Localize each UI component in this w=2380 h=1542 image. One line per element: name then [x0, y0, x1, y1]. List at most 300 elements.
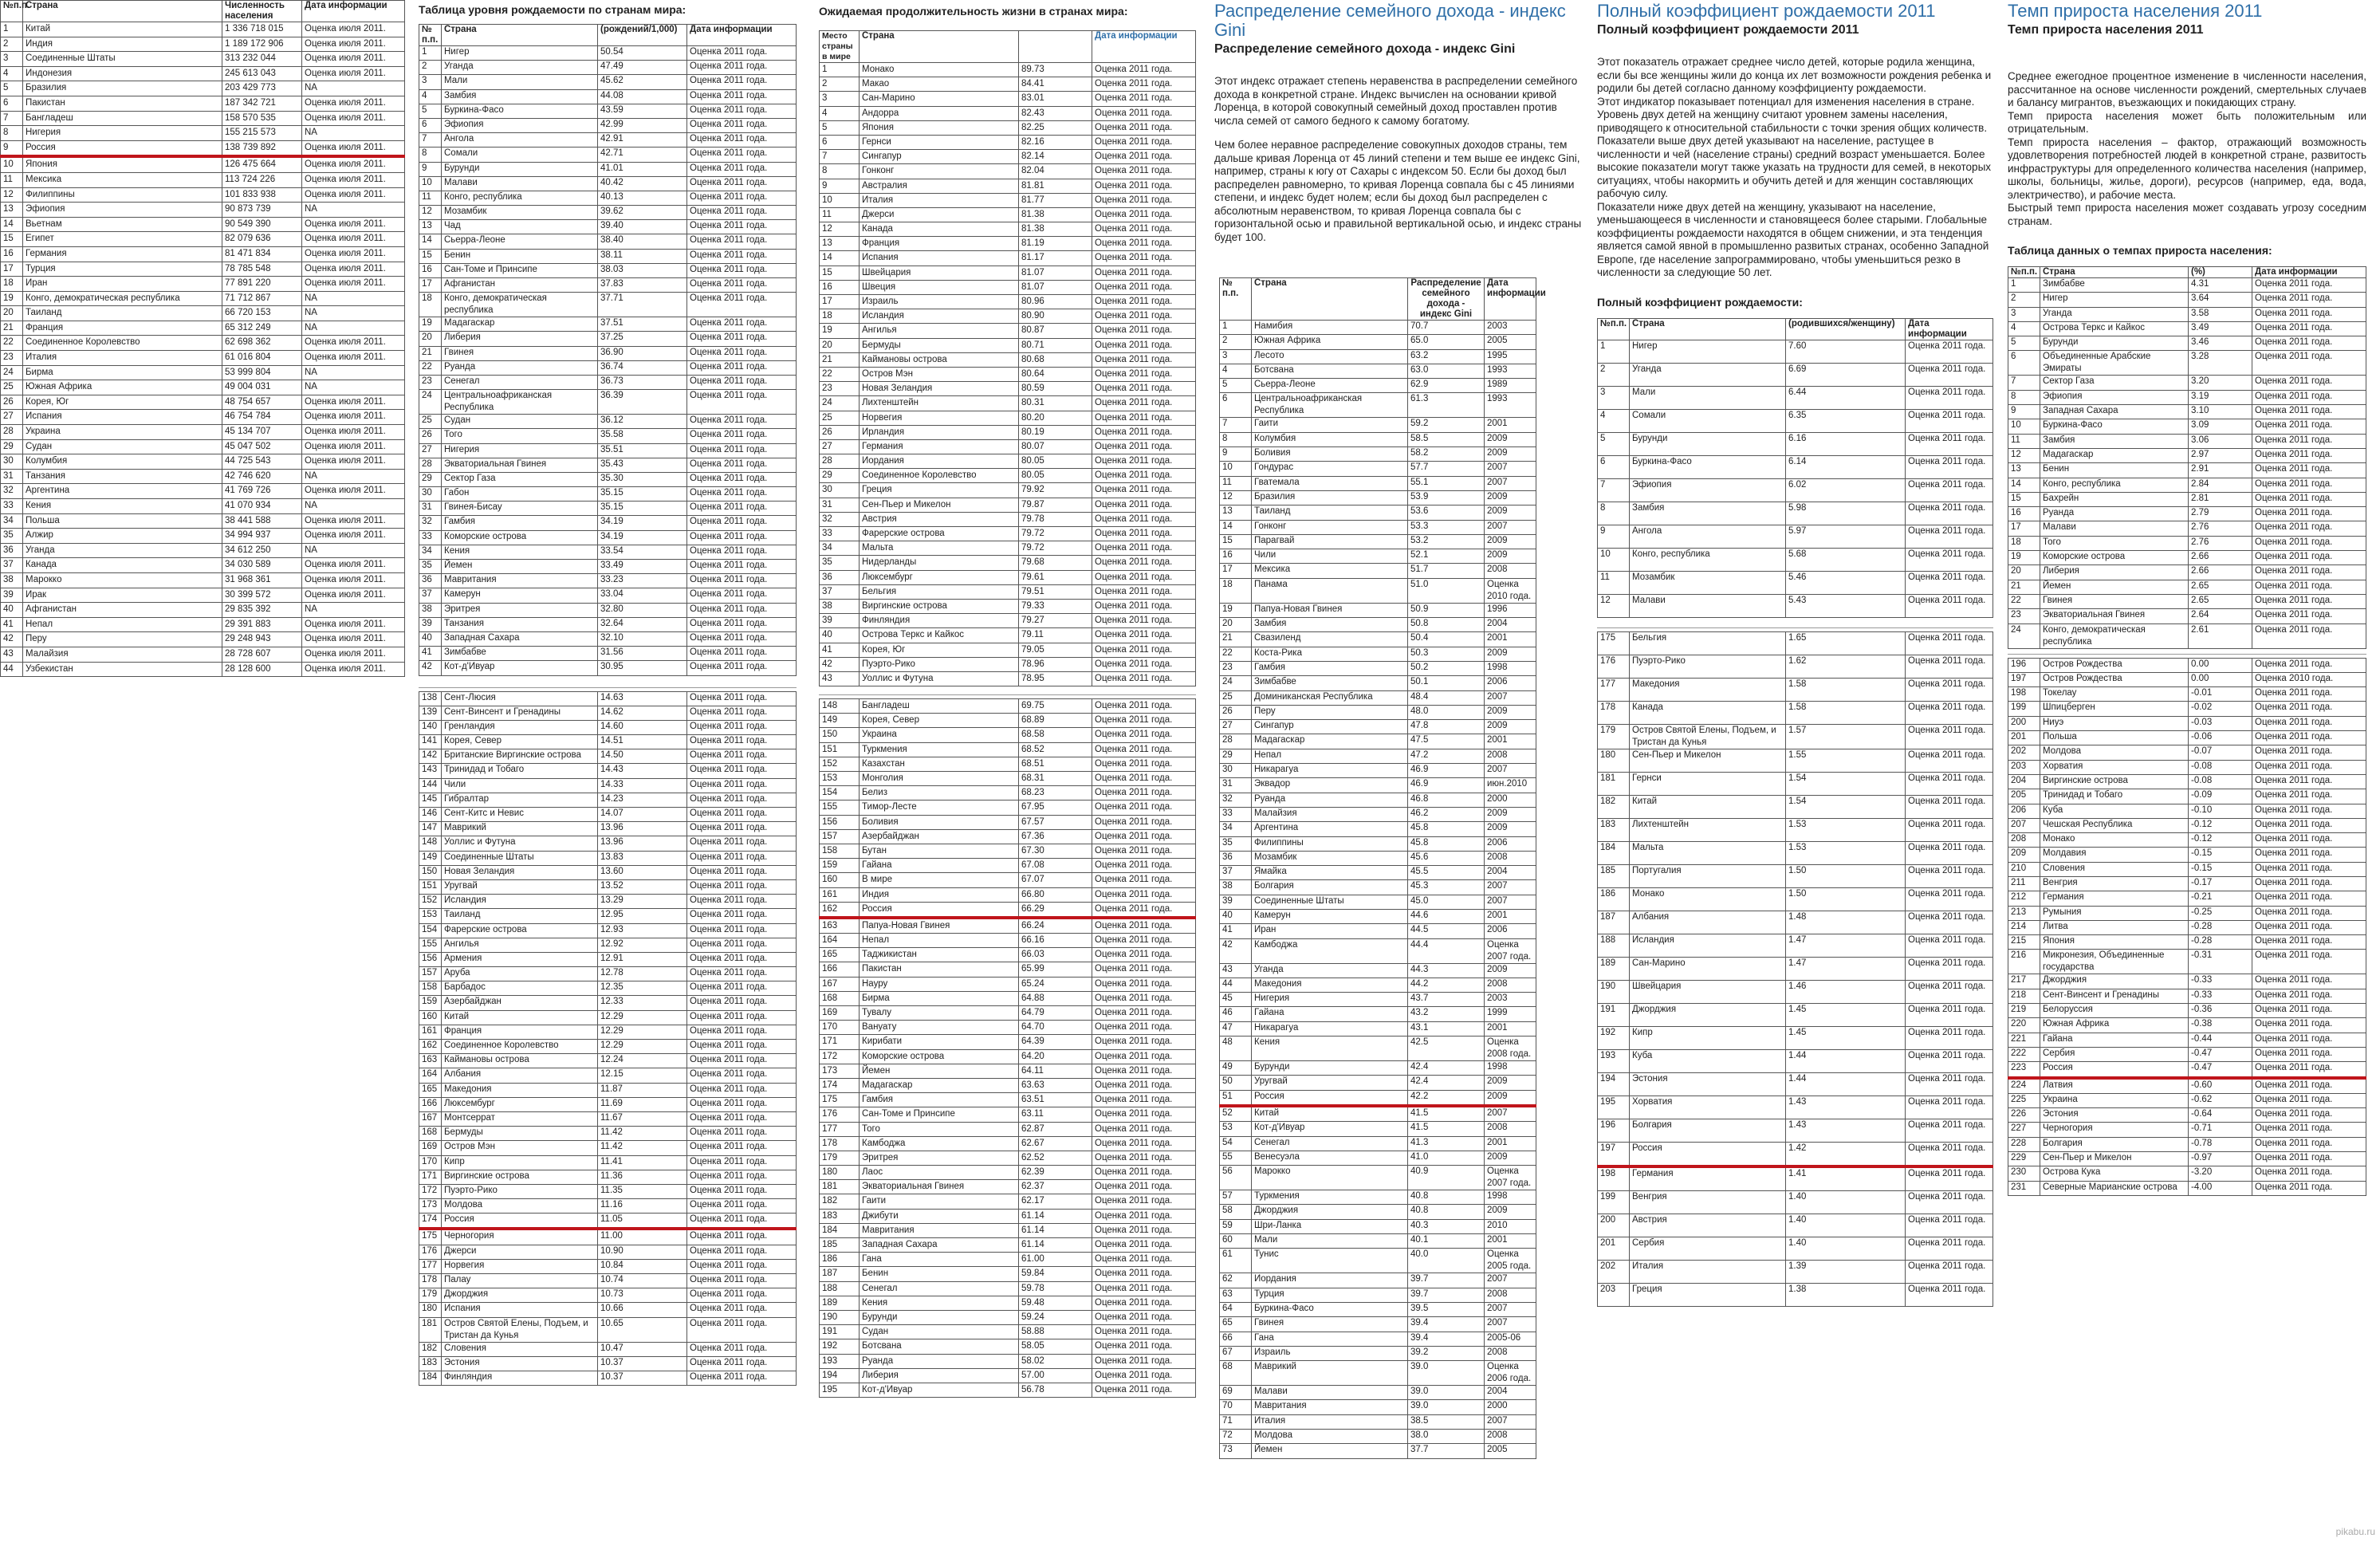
date-cell: 2008 [1485, 1430, 1536, 1444]
table-row [1220, 1122, 1536, 1136]
table-row [1220, 822, 1536, 836]
country-cell: Остров Рождества [2040, 658, 2189, 672]
date-cell: 2007 [1485, 1273, 1536, 1288]
rank-cell: 179 [820, 1151, 860, 1165]
country-cell: Сан-Томе и Принсипе [442, 263, 598, 277]
country-cell: Науру [860, 977, 1019, 991]
value-cell: 1.39 [1786, 1260, 1906, 1283]
value-cell: 77 891 220 [222, 277, 302, 292]
rank-cell: 6 [1598, 455, 1630, 478]
value-cell: -0.71 [2189, 1123, 2252, 1137]
rank-cell: 17 [820, 295, 860, 309]
rank-cell: 14 [1220, 520, 1252, 534]
value-cell: 43.2 [1408, 1007, 1485, 1021]
value-cell: 45.8 [1408, 822, 1485, 836]
rank-cell: 33 [1, 499, 23, 514]
value-cell: 1.38 [1786, 1283, 1906, 1306]
rank-cell: 157 [820, 829, 860, 844]
date-cell: Оценка 2011 года. [1092, 483, 1196, 498]
country-cell: Украина [860, 728, 1019, 742]
country-cell: Коморские острова [2040, 551, 2189, 565]
country-cell: Папуа-Новая Гвинея [1252, 603, 1408, 617]
date-cell: Оценка 2011 года. [1092, 222, 1196, 237]
date-cell: июн.2010 [1485, 778, 1536, 793]
date-cell: Оценка 2011 года. [1092, 786, 1196, 801]
table-row [820, 512, 1196, 526]
rank-cell: 31 [1, 469, 23, 484]
value-cell: 32.10 [598, 631, 687, 646]
date-cell: Оценка 2011 года. [1092, 266, 1196, 280]
rank-cell: 181 [1598, 772, 1630, 795]
rank-cell: 201 [2008, 731, 2040, 745]
value-cell: 62.9 [1408, 379, 1485, 393]
country-cell: Ботсвана [1252, 364, 1408, 378]
rank-cell: 32 [1, 484, 23, 499]
country-cell: Израиль [1252, 1346, 1408, 1360]
rank-cell: 30 [820, 483, 860, 498]
date-cell: Оценка 2011 года. [2252, 1181, 2366, 1195]
date-cell: 2007 [1485, 520, 1536, 534]
date-cell: Оценка 2011 года. [2252, 478, 2366, 492]
table-row [419, 176, 797, 191]
rank-cell: 198 [1598, 1166, 1630, 1191]
rank-cell: 18 [1220, 578, 1252, 603]
rank-cell: 219 [2008, 1004, 2040, 1018]
value-cell: 62.37 [1019, 1180, 1092, 1194]
rank-cell: 193 [1598, 1049, 1630, 1072]
date-cell: Оценка 2011 года. [687, 822, 797, 836]
rank-cell: 9 [2008, 405, 2040, 419]
table-row [2008, 1152, 2366, 1166]
rank-cell: 24 [1, 365, 23, 380]
value-cell: -0.47 [2189, 1047, 2252, 1061]
date-cell: Оценка 2011 года. [2252, 293, 2366, 307]
table-row [1598, 478, 1993, 502]
table-row [820, 1107, 1196, 1122]
value-cell: 80.20 [1019, 411, 1092, 425]
table-row [419, 1068, 797, 1083]
rank-cell: 191 [1598, 1003, 1630, 1026]
date-cell: Оценка 2011 года. [1906, 655, 1993, 678]
date-cell: Оценка 2011 года. [1092, 991, 1196, 1005]
table-row [820, 815, 1196, 829]
country-cell: Конго, республика [1630, 548, 1786, 571]
table-row [2008, 405, 2366, 419]
table-row [820, 483, 1196, 498]
date-cell: 2007 [1485, 1106, 1536, 1122]
rank-cell: 65 [1220, 1317, 1252, 1332]
table-row [1220, 1386, 1536, 1400]
country-cell: Южная Африка [1252, 335, 1408, 349]
date-cell: Оценка июля 2011. [302, 351, 405, 366]
value-cell: 66 720 153 [222, 306, 302, 321]
date-cell: Оценка 2011 года. [1092, 367, 1196, 381]
date-cell: Оценка июля 2011. [302, 410, 405, 425]
gini-column [1214, 0, 1587, 1542]
country-cell: Бахрейн [2040, 492, 2189, 506]
value-cell: 50.3 [1408, 647, 1485, 661]
date-cell: 2008 [1485, 1288, 1536, 1302]
date-cell: Оценка 2011 года. [2252, 833, 2366, 848]
country-cell: Гондурас [1252, 462, 1408, 476]
value-cell: 1.58 [1786, 701, 1906, 724]
table-row [1598, 1119, 1993, 1142]
rank-cell: 68 [1220, 1361, 1252, 1386]
table-row [1, 217, 405, 232]
value-cell: 35.15 [598, 502, 687, 516]
value-cell: 79.11 [1019, 628, 1092, 643]
rank-cell: 143 [419, 764, 442, 778]
value-cell: -0.28 [2189, 935, 2252, 950]
value-cell: 40.3 [1408, 1219, 1485, 1233]
value-cell: 1.53 [1786, 841, 1906, 864]
table-row [1220, 924, 1536, 938]
value-cell: 89.73 [1019, 63, 1092, 77]
table-row [1220, 1166, 1536, 1190]
table-row [1220, 895, 1536, 909]
date-cell: Оценка 2011 года. [2252, 848, 2366, 862]
table-row [1, 558, 405, 573]
date-cell: Оценка 2011 года. [1092, 977, 1196, 991]
rank-cell: 197 [2008, 672, 2040, 686]
country-cell: Корея, Север [442, 735, 598, 749]
table-row [419, 865, 797, 879]
country-cell: Замбия [2040, 434, 2189, 448]
rank-cell: 34 [1, 513, 23, 529]
rank-cell: 180 [1598, 749, 1630, 772]
rank-cell: 15 [820, 266, 860, 280]
value-cell: 47.5 [1408, 734, 1485, 749]
date-cell: Оценка 2011 года. [1092, 948, 1196, 962]
date-cell: Оценка 2011 года. [2252, 760, 2366, 774]
date-cell: Оценка 2011 года. [687, 778, 797, 793]
table-row [419, 133, 797, 148]
date-cell: Оценка июля 2011. [302, 647, 405, 662]
country-cell: Ангола [1630, 525, 1786, 548]
country-cell: Иордания [1252, 1273, 1408, 1288]
value-cell: 41.5 [1408, 1106, 1485, 1122]
value-cell: 12.29 [598, 1010, 687, 1025]
date-cell: 2004 [1485, 866, 1536, 880]
country-cell: Греция [860, 483, 1019, 498]
country-cell: Россия [1252, 1090, 1408, 1106]
rank-cell: 13 [1220, 505, 1252, 520]
table-row [1, 232, 405, 247]
country-cell: Гонконг [860, 164, 1019, 179]
value-cell: 5.98 [1786, 502, 1906, 525]
country-cell: Эстония [1630, 1072, 1786, 1096]
rank-cell: 178 [1598, 701, 1630, 724]
date-cell: Оценка 2008 года. [1485, 1037, 1536, 1061]
rank-cell: 176 [419, 1245, 442, 1259]
date-cell: 2001 [1485, 1234, 1536, 1249]
date-cell: Оценка 2011 года. [1906, 980, 1993, 1003]
date-cell: Оценка 2011 года. [1092, 1151, 1196, 1165]
country-cell: Бразилия [23, 81, 222, 96]
date-cell: Оценка 2011 года. [2252, 376, 2366, 390]
table-row [2008, 789, 2366, 804]
rank-cell: 138 [419, 691, 442, 706]
value-cell: 68.31 [1019, 772, 1092, 786]
country-cell: Кипр [1630, 1026, 1786, 1049]
rank-cell: 209 [2008, 848, 2040, 862]
table-row [1, 365, 405, 380]
value-cell: -0.08 [2189, 774, 2252, 789]
table-row [820, 1296, 1196, 1310]
header-cell: Распределение семейного дохода - индекс Gini [1408, 278, 1485, 321]
table-row [1, 647, 405, 662]
value-cell: -0.17 [2189, 876, 2252, 891]
value-cell: -0.12 [2189, 833, 2252, 848]
date-cell: Оценка 2011 года. [1092, 1368, 1196, 1383]
country-cell: Маврикий [1252, 1361, 1408, 1386]
value-cell: 50.2 [1408, 661, 1485, 675]
country-cell: Джерси [442, 1245, 598, 1259]
date-cell: Оценка 2011 года. [1092, 179, 1196, 193]
value-cell: 53 999 804 [222, 365, 302, 380]
date-cell: Оценка 2011 года. [687, 502, 797, 516]
country-cell: Гернси [860, 135, 1019, 149]
value-cell: 10.90 [598, 1245, 687, 1259]
country-cell: Никарагуа [1252, 1021, 1408, 1036]
rank-cell: 29 [419, 472, 442, 486]
table-row [419, 118, 797, 132]
country-cell: Нигерия [1252, 993, 1408, 1007]
table-row [820, 757, 1196, 771]
country-cell: Нигер [442, 46, 598, 61]
value-cell: 79.33 [1019, 599, 1092, 613]
value-cell: 35.15 [598, 487, 687, 502]
table-row [820, 844, 1196, 858]
value-cell: 29 391 883 [222, 617, 302, 632]
rank-cell: 29 [1, 439, 23, 454]
value-cell: 45.62 [598, 75, 687, 89]
value-cell: 31 968 361 [222, 572, 302, 588]
date-cell: Оценка 2011 года. [1092, 643, 1196, 657]
table-row [1, 469, 405, 484]
country-cell: Уоллис и Футуна [860, 671, 1019, 686]
table-row [2008, 804, 2366, 818]
table-row [820, 948, 1196, 962]
date-cell: Оценка 2011 года. [687, 1317, 797, 1342]
table-row [1598, 594, 1993, 617]
date-cell: Оценка 2011 года. [1906, 363, 1993, 386]
table-row [419, 487, 797, 502]
rank-cell: 42 [820, 657, 860, 671]
table-row [820, 801, 1196, 815]
rank-cell: 11 [1, 172, 23, 187]
date-cell: Оценка 2011 года. [687, 617, 797, 631]
value-cell: 1.40 [1786, 1214, 1906, 1237]
value-cell: 43.59 [598, 104, 687, 118]
date-cell: 2006 [1485, 676, 1536, 690]
table-row [1220, 549, 1536, 564]
date-cell: Оценка 2011 года. [687, 1274, 797, 1288]
value-cell: 57.7 [1408, 462, 1485, 476]
date-cell: Оценка 2011 года. [1092, 1281, 1196, 1296]
table-row [1220, 978, 1536, 992]
header-cell: Численность населения [222, 1, 302, 22]
value-cell: 79.05 [1019, 643, 1092, 657]
rank-cell: 17 [419, 278, 442, 293]
country-cell: Австралия [860, 179, 1019, 193]
table-row [820, 671, 1196, 686]
table-row [1220, 836, 1536, 851]
rank-cell: 151 [820, 742, 860, 757]
country-cell: Острова Кука [2040, 1166, 2189, 1181]
date-cell: Оценка 2011 года. [1906, 957, 1993, 980]
value-cell: 1.47 [1786, 934, 1906, 957]
country-cell: Барбадос [442, 981, 598, 996]
value-cell: 30 399 572 [222, 588, 302, 603]
life-expectancy-rows-bottom [820, 699, 1196, 1398]
country-cell: Мозамбик [1252, 851, 1408, 865]
rank-cell: 165 [419, 1083, 442, 1097]
value-cell: -0.60 [2189, 1078, 2252, 1094]
rank-cell: 9 [1598, 525, 1630, 548]
date-cell: Оценка 2011 года. [687, 293, 797, 317]
table-row [1220, 1273, 1536, 1288]
value-cell: -0.08 [2189, 760, 2252, 774]
country-cell: Замбия [1630, 502, 1786, 525]
date-cell: Оценка 2011 года. [687, 472, 797, 486]
country-cell: Молдова [1252, 1430, 1408, 1444]
table-row [2008, 1123, 2366, 1137]
value-cell: 64.79 [1019, 1006, 1092, 1021]
country-cell: Сан-Томе и Принсипе [860, 1107, 1019, 1122]
date-cell: 2001 [1485, 418, 1536, 432]
value-cell: 3.64 [2189, 293, 2252, 307]
rank-cell: 202 [2008, 745, 2040, 760]
country-cell: Гамбия [860, 1093, 1019, 1107]
rank-cell: 207 [2008, 818, 2040, 832]
value-cell: -4.00 [2189, 1181, 2252, 1195]
table-row [419, 249, 797, 263]
rank-cell: 181 [419, 1317, 442, 1342]
table-row [419, 332, 797, 346]
value-cell: 38.0 [1408, 1430, 1485, 1444]
value-cell: 90 873 739 [222, 203, 302, 218]
country-cell: Остров Святой Елены, Подъем, и Тристан да Кунья [442, 1317, 598, 1342]
rank-cell: 158 [820, 844, 860, 858]
country-cell: Норвегия [860, 411, 1019, 425]
table-row [419, 472, 797, 486]
table-row [2008, 1166, 2366, 1181]
country-cell: Ангола [442, 133, 598, 148]
table-row [1220, 1414, 1536, 1429]
table-row [820, 1151, 1196, 1165]
value-cell: 68.89 [1019, 714, 1092, 728]
value-cell: 82.04 [1019, 164, 1092, 179]
value-cell: 11.05 [598, 1214, 687, 1229]
date-cell: Оценка 2011 года. [687, 720, 797, 734]
country-cell: Уганда [1630, 363, 1786, 386]
rank-cell: 179 [419, 1288, 442, 1303]
value-cell: 65.24 [1019, 977, 1092, 991]
value-cell: 41.0 [1408, 1151, 1485, 1165]
rank-cell: 215 [2008, 935, 2040, 950]
value-cell: 6.69 [1786, 363, 1906, 386]
table-row [1598, 409, 1993, 432]
table-header-row [820, 31, 1196, 63]
rank-cell: 69 [1220, 1386, 1252, 1400]
table-row [1220, 1219, 1536, 1233]
rank-cell: 26 [1220, 705, 1252, 719]
date-cell: Оценка 2011 года. [687, 415, 797, 429]
date-cell: Оценка 2011 года. [1092, 382, 1196, 396]
fertility-column [1597, 0, 1993, 1542]
table-row [1, 351, 405, 366]
value-cell: 36.90 [598, 346, 687, 360]
rank-cell: 174 [419, 1214, 442, 1229]
rank-cell: 58 [1220, 1205, 1252, 1219]
value-cell: 2.61 [2189, 623, 2252, 648]
country-cell: Филиппины [1252, 836, 1408, 851]
table-row [1, 291, 405, 306]
value-cell: 81 471 834 [222, 246, 302, 262]
value-cell: -0.62 [2189, 1093, 2252, 1107]
country-cell: Малайзия [23, 647, 222, 662]
date-cell: Оценка 2011 года. [687, 46, 797, 61]
table-row [1598, 502, 1993, 525]
value-cell: 62.67 [1019, 1136, 1092, 1151]
table-row [1598, 1096, 1993, 1119]
date-cell: Оценка 2011 года. [1092, 1310, 1196, 1324]
table-row [820, 1310, 1196, 1324]
date-cell: 2008 [1485, 1122, 1536, 1136]
table-row [419, 1054, 797, 1068]
rank-cell: 6 [820, 135, 860, 149]
country-cell: Россия [1630, 1142, 1786, 1166]
rank-cell: 176 [820, 1107, 860, 1122]
table-row [419, 1010, 797, 1025]
date-cell: Оценка 2011 года. [687, 574, 797, 588]
country-cell: Коморские острова [860, 1049, 1019, 1064]
rank-cell: 168 [419, 1127, 442, 1141]
table-row [419, 1111, 797, 1126]
country-cell: Новая Зеландия [442, 865, 598, 879]
rank-cell: 4 [2008, 321, 2040, 336]
growth-table-top [2008, 266, 2366, 649]
date-cell: Оценка 2011 года. [1092, 556, 1196, 570]
table-row [1220, 1190, 1536, 1205]
rank-cell: 13 [820, 237, 860, 251]
date-cell: 2008 [1485, 851, 1536, 865]
country-cell: Китай [1630, 795, 1786, 818]
value-cell: 1.50 [1786, 887, 1906, 911]
value-cell: 10.65 [598, 1317, 687, 1342]
value-cell: 40.8 [1408, 1205, 1485, 1219]
date-cell: Оценка 2011 года. [1092, 1180, 1196, 1194]
value-cell: 1.58 [1786, 678, 1906, 701]
date-cell: Оценка июля 2011. [302, 529, 405, 544]
value-cell: 90 549 390 [222, 217, 302, 232]
rank-cell: 8 [1598, 502, 1630, 525]
country-cell: Фарерские острова [860, 527, 1019, 541]
rank-cell: 203 [1598, 1283, 1630, 1306]
country-cell: Россия [442, 1214, 598, 1229]
value-cell: 3.10 [2189, 405, 2252, 419]
life-expectancy-column [819, 0, 1196, 1542]
table-row [419, 952, 797, 966]
header-cell: (рождений/1,000) [598, 25, 687, 46]
value-cell: 35.30 [598, 472, 687, 486]
date-cell: Оценка 2011 года. [2252, 702, 2366, 716]
header-cell: Дата информации [1485, 278, 1536, 321]
date-cell: Оценка 2011 года. [1092, 338, 1196, 352]
rank-cell: 192 [820, 1339, 860, 1354]
value-cell: 11.69 [598, 1097, 687, 1111]
